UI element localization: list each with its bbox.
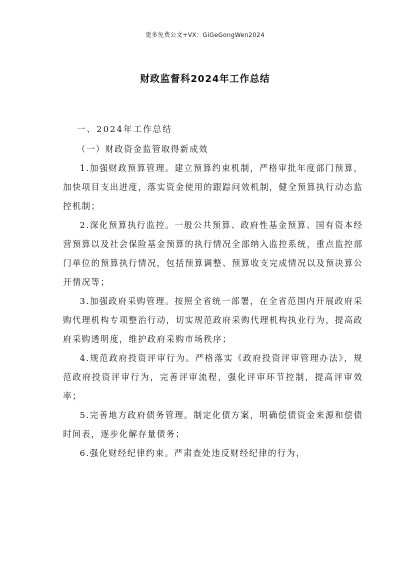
header-note: 更多免费公文+VX：GiGeGongWen2024	[145, 32, 265, 39]
item-paragraph-3: 3.加强政府采购管理。按照全省统一部署，在全省范围内开展政府采购代理机构专项整治行动，切实规范政府采购代理机构执业行为，提高政府采购透明度，维护政府采购市场秩序；	[63, 296, 363, 344]
document-title: 财政监督科2024年工作总结	[140, 74, 270, 85]
document-body	[63, 120, 363, 463]
item-paragraph-1: 1.加强财政预算管理。建立预算约束机制，严格审批年度部门预算，加快项目支出进度，落实资金使用的跟踪问效机制，健全预算执行动态监控机制；	[63, 163, 363, 211]
subsection-heading: （一）财政资金监管取得新成效	[77, 144, 209, 154]
item-paragraph-2: 2.深化预算执行监控。一般公共预算、政府性基金预算、国有资本经营预算以及社会保险基金预算的执行情况全部纳入监控系统，重点监控部门单位的预算执行情况，包括预算调整、预算收支完成情况以及预决算公开情况等；	[63, 220, 363, 287]
section-heading: 一、2024年工作总结	[77, 124, 173, 134]
item-paragraph-4: 4.规范政府投资评审行为。严格落实《政府投资评审管理办法》，规范政府投资评审行为，完善评审流程，强化评审环节控制，提高评审效率；	[63, 353, 363, 401]
item-paragraph-6: 6.强化财经纪律约束。严肃查处违反财经纪律的行为，	[79, 448, 306, 458]
item-paragraph-5: 5.完善地方政府债务管理。制定化债方案，明确偿债资金来源和偿债时间表，逐步化解存量债务；	[63, 410, 363, 439]
